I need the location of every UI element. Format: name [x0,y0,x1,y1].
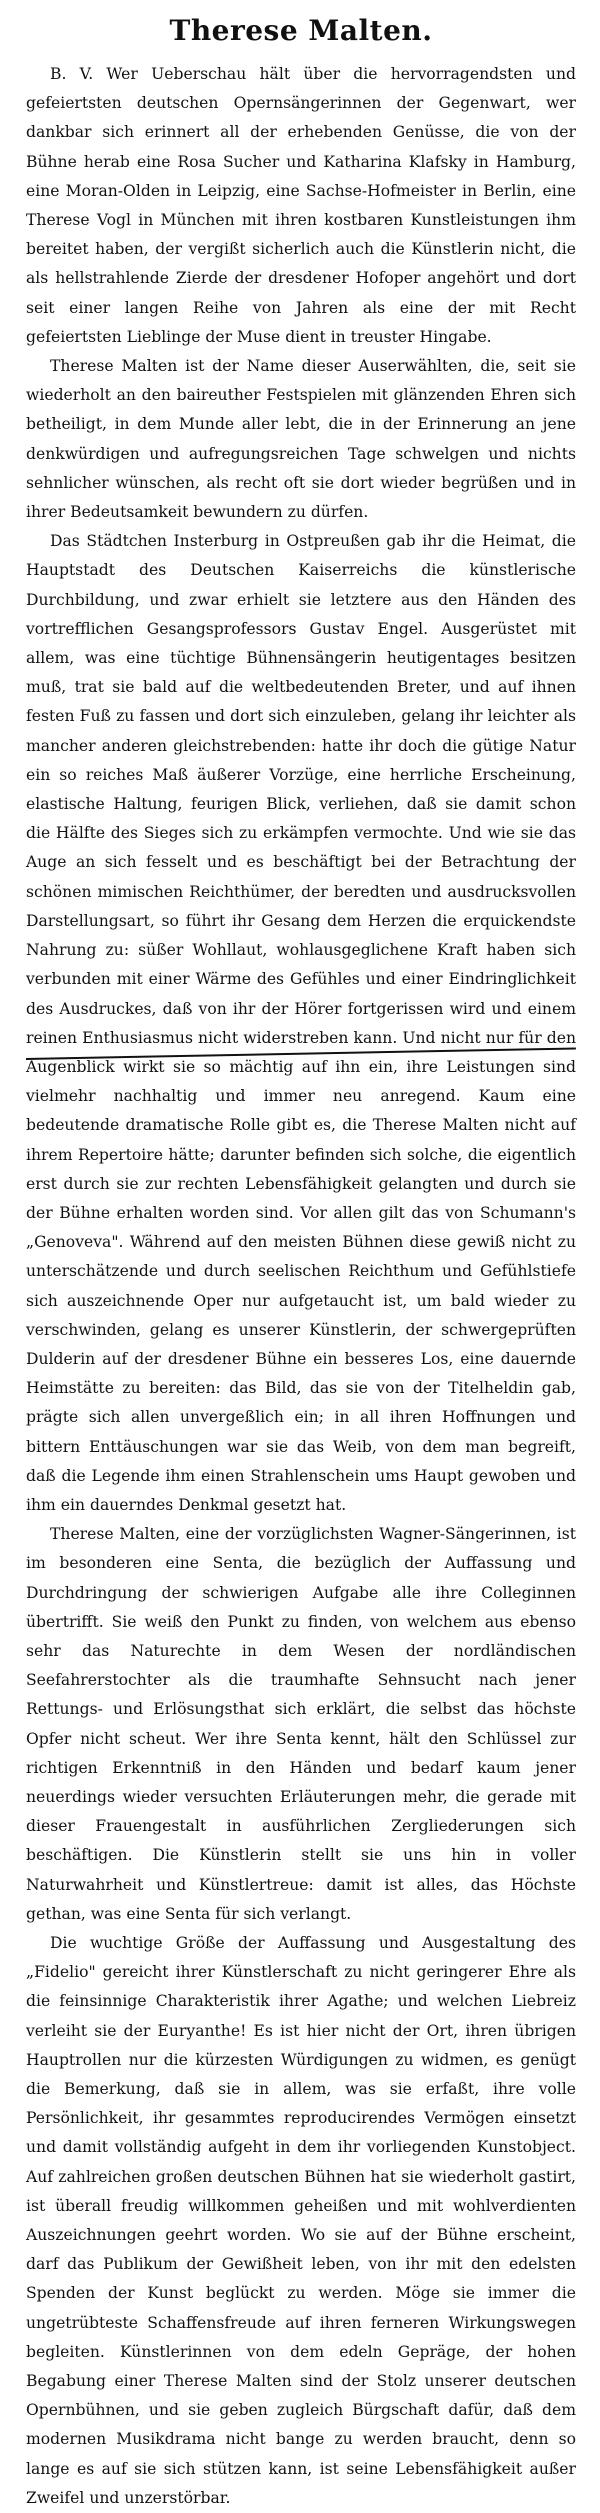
article-paragraph-5: Die wuchtige Größe der Auffassung und Ausgestaltung des „Fidelio" gereicht ihrer Künstlerschaft zu nicht geringerer Ehre als die feinsinnige Charakteristik ihrer Agathe; und welchen Liebreiz verleiht sie der Euryanthe! Es ist hier nicht der Ort, ihren übrigen Hauptrollen nur die kürzesten Würdigungen zu widmen, es genügt die Bemerkung, daß sie in allem, was sie erfaßt, ihre volle Persönlichkeit, ihr gesammtes reproducirendes Vermögen einsetzt und damit vollständig aufgeht in dem ihr vorliegenden Kunstobject. Auf zahlreichen großen deutschen Bühnen hat sie wiederholt gastirt, ist überall freudig willkommen geheißen und mit wohlverdienten Auszeichnungen geehrt worden. Wo sie auf der Bühne erscheint, darf das Publikum der Gewißheit leben, von ihr mit den edelsten Spenden der Kunst beglückt zu werden. Möge sie immer die ungetrübteste Schaffensfreude auf ihren ferneren Wirkungswegen begleiten. Künstlerinnen von dem edeln Gepräge, der hohen Begabung einer Therese Malten sind der Stolz unserer deutschen Opernbühnen, und sie geben zugleich Bürgschaft dafür, daß dem modernen Musikdrama nicht bange zu werden braucht, denn so lange es auf sie sich stützen kann, ist seine Lebensfähigkeit außer Zweifel und unzerstörbar. [26,1934,576,2507]
article-paragraph-4: Therese Malten, eine der vorzüglichsten Wagner-Sängerinnen, ist im besonderen eine Senta, die bezüglich der Auffassung und Durchdringung der schwierigen Aufgabe alle ihre Colleginnen übertrifft. Sie weiß den Punkt zu finden, von welchem aus ebenso sehr das Naturechte in dem Wesen der nordländischen Seefahrerstochter als die traumhafte Sehnsucht nach jener Rettungs- und Erlösungsthat sich erklärt, die selbst das höchste Opfer nicht scheut. Wer ihre Senta kennt, hält den Schlüssel zur richtigen Erkenntniß in den Händen und bedarf kaum jener neuerdings wieder versuchten Erläuterungen mehr, die gerade mit dieser Frauengestalt in ausführlichen Zergliederungen sich beschäftigen. Die Künstlerin stellt sie uns hin in voller Naturwahrheit und Künstlertreue: damit ist alles, das Höchste gethan, was eine Senta für sich verlangt. [26,1525,576,1923]
article-title: Therese Malten. [169,14,433,47]
article-paragraph-1: B. V. Wer Ueberschau hält über die hervorragendsten und gefeiertsten deutschen Opernsängerinnen der Gegenwart, wer dankbar sich erinnert all der erhebenden Genüsse, die von der Bühne herab eine Rosa Sucher und Katharina Klafsky in Hamburg, eine Moran-Olden in Leipzig, eine Sachse-Hofmeister in Berlin, eine Therese Vogl in München mit ihren kostbaren Kunstleistungen ihm bereitet haben, der vergißt sicherlich auch die Künstlerin nicht, die als hellstrahlende Zierde der dresdener Hofoper angehört und dort seit einer langen Reihe von Jahren als eine der mit Recht gefeiertsten Lieblinge der Muse dient in treuster Hingabe. [26,65,576,346]
article-paragraph-2: Therese Malten ist der Name dieser Auserwählten, die, seit sie wiederholt an den baireuther Festspielen mit glänzenden Ehren sich betheiligt, in dem Munde aller lebt, die in der Erinnerung an jene denkwürdigen und aufregungsreichen Tage schwelgen und nichts sehnlicher wünschen, als recht oft sie dort wieder begrüßen und in ihrer Bedeutsamkeit bewundern zu dürfen. [26,357,576,522]
article-paragraph-3: Das Städtchen Insterburg in Ostpreußen gab ihr die Heimat, die Hauptstadt des Deutschen Kaiserreichs die künstlerische Durchbildung, und zwar erhielt sie letztere aus den Händen des vortrefflichen Gesangsprofessors Gustav Engel. Ausgerüstet mit allem, was eine tüchtige Bühnensängerin heutigentages besitzen muß, trat sie bald auf die weltbedeutenden Breter, und auf ihnen festen Fuß zu fassen und dort sich einzuleben, gelang ihr leichter als mancher anderen gleichstrebenden: hatte ihr doch die gütige Natur ein so reiches Maß äußerer Vorzüge, eine herrliche Erscheinung, elastische Haltung, feurigen Blick, verliehen, daß sie damit schon die Hälfte des Sieges sich zu erkämpfen vermochte. Und wie sie das Auge an sich fesselt und es beschäftigt bei der Betrachtung der schönen mimischen Reichthümer, der beredten und ausdrucksvollen Darstellungsart, so führt ihr Gesang dem Herzen die erquickendste Nahrung zu: süßer Wohllaut, wohlausgeglichene Kraft haben sich verbunden mit einer Wärme des Gefühles und einer Eindringlichkeit des Ausdruckes, daß von ihr der Hörer fortgerissen wird und einem reinen Enthusiasmus nicht widerstreben kann. Und nicht nur für den Augenblick wirkt sie so mächtig auf ihn ein, ihre Leistungen sind vielmehr nachhaltig und immer neu anregend. Kaum eine bedeutende dramatische Rolle gibt es, die Therese Malten nicht auf ihrem Repertoire hätte; darunter befinden sich solche, die eigentlich erst durch sie zur rechten Lebensfähigkeit gelangten und durch sie der Bühne erhalten worden sind. Vor allen gilt das von Schumann's „Genoveva". Während auf den meisten Bühnen diese gewiß nicht zu unterschätzende und durch seelischen Reichthum und Gefühlstiefe sich auszeichnende Oper nur aufgetaucht ist, um bald wieder zu verschwinden, gelang es unserer Künstlerin, der schwergeprüften Dulderin auf der dresdener Bühne ein besseres Los, eine dauernde Heimstätte zu bereiten: das Bild, das sie von der Titelheldin gab, prägte sich allen unvergeßlich ein; in all ihren Hoffnungen und bittern Enttäuschungen war sie das Weib, von dem man begreift, daß die Legende ihm einen Strahlenschein ums Haupt gewoben und ihm ein dauerndes Denkmal gesetzt hat. [26,532,576,1514]
